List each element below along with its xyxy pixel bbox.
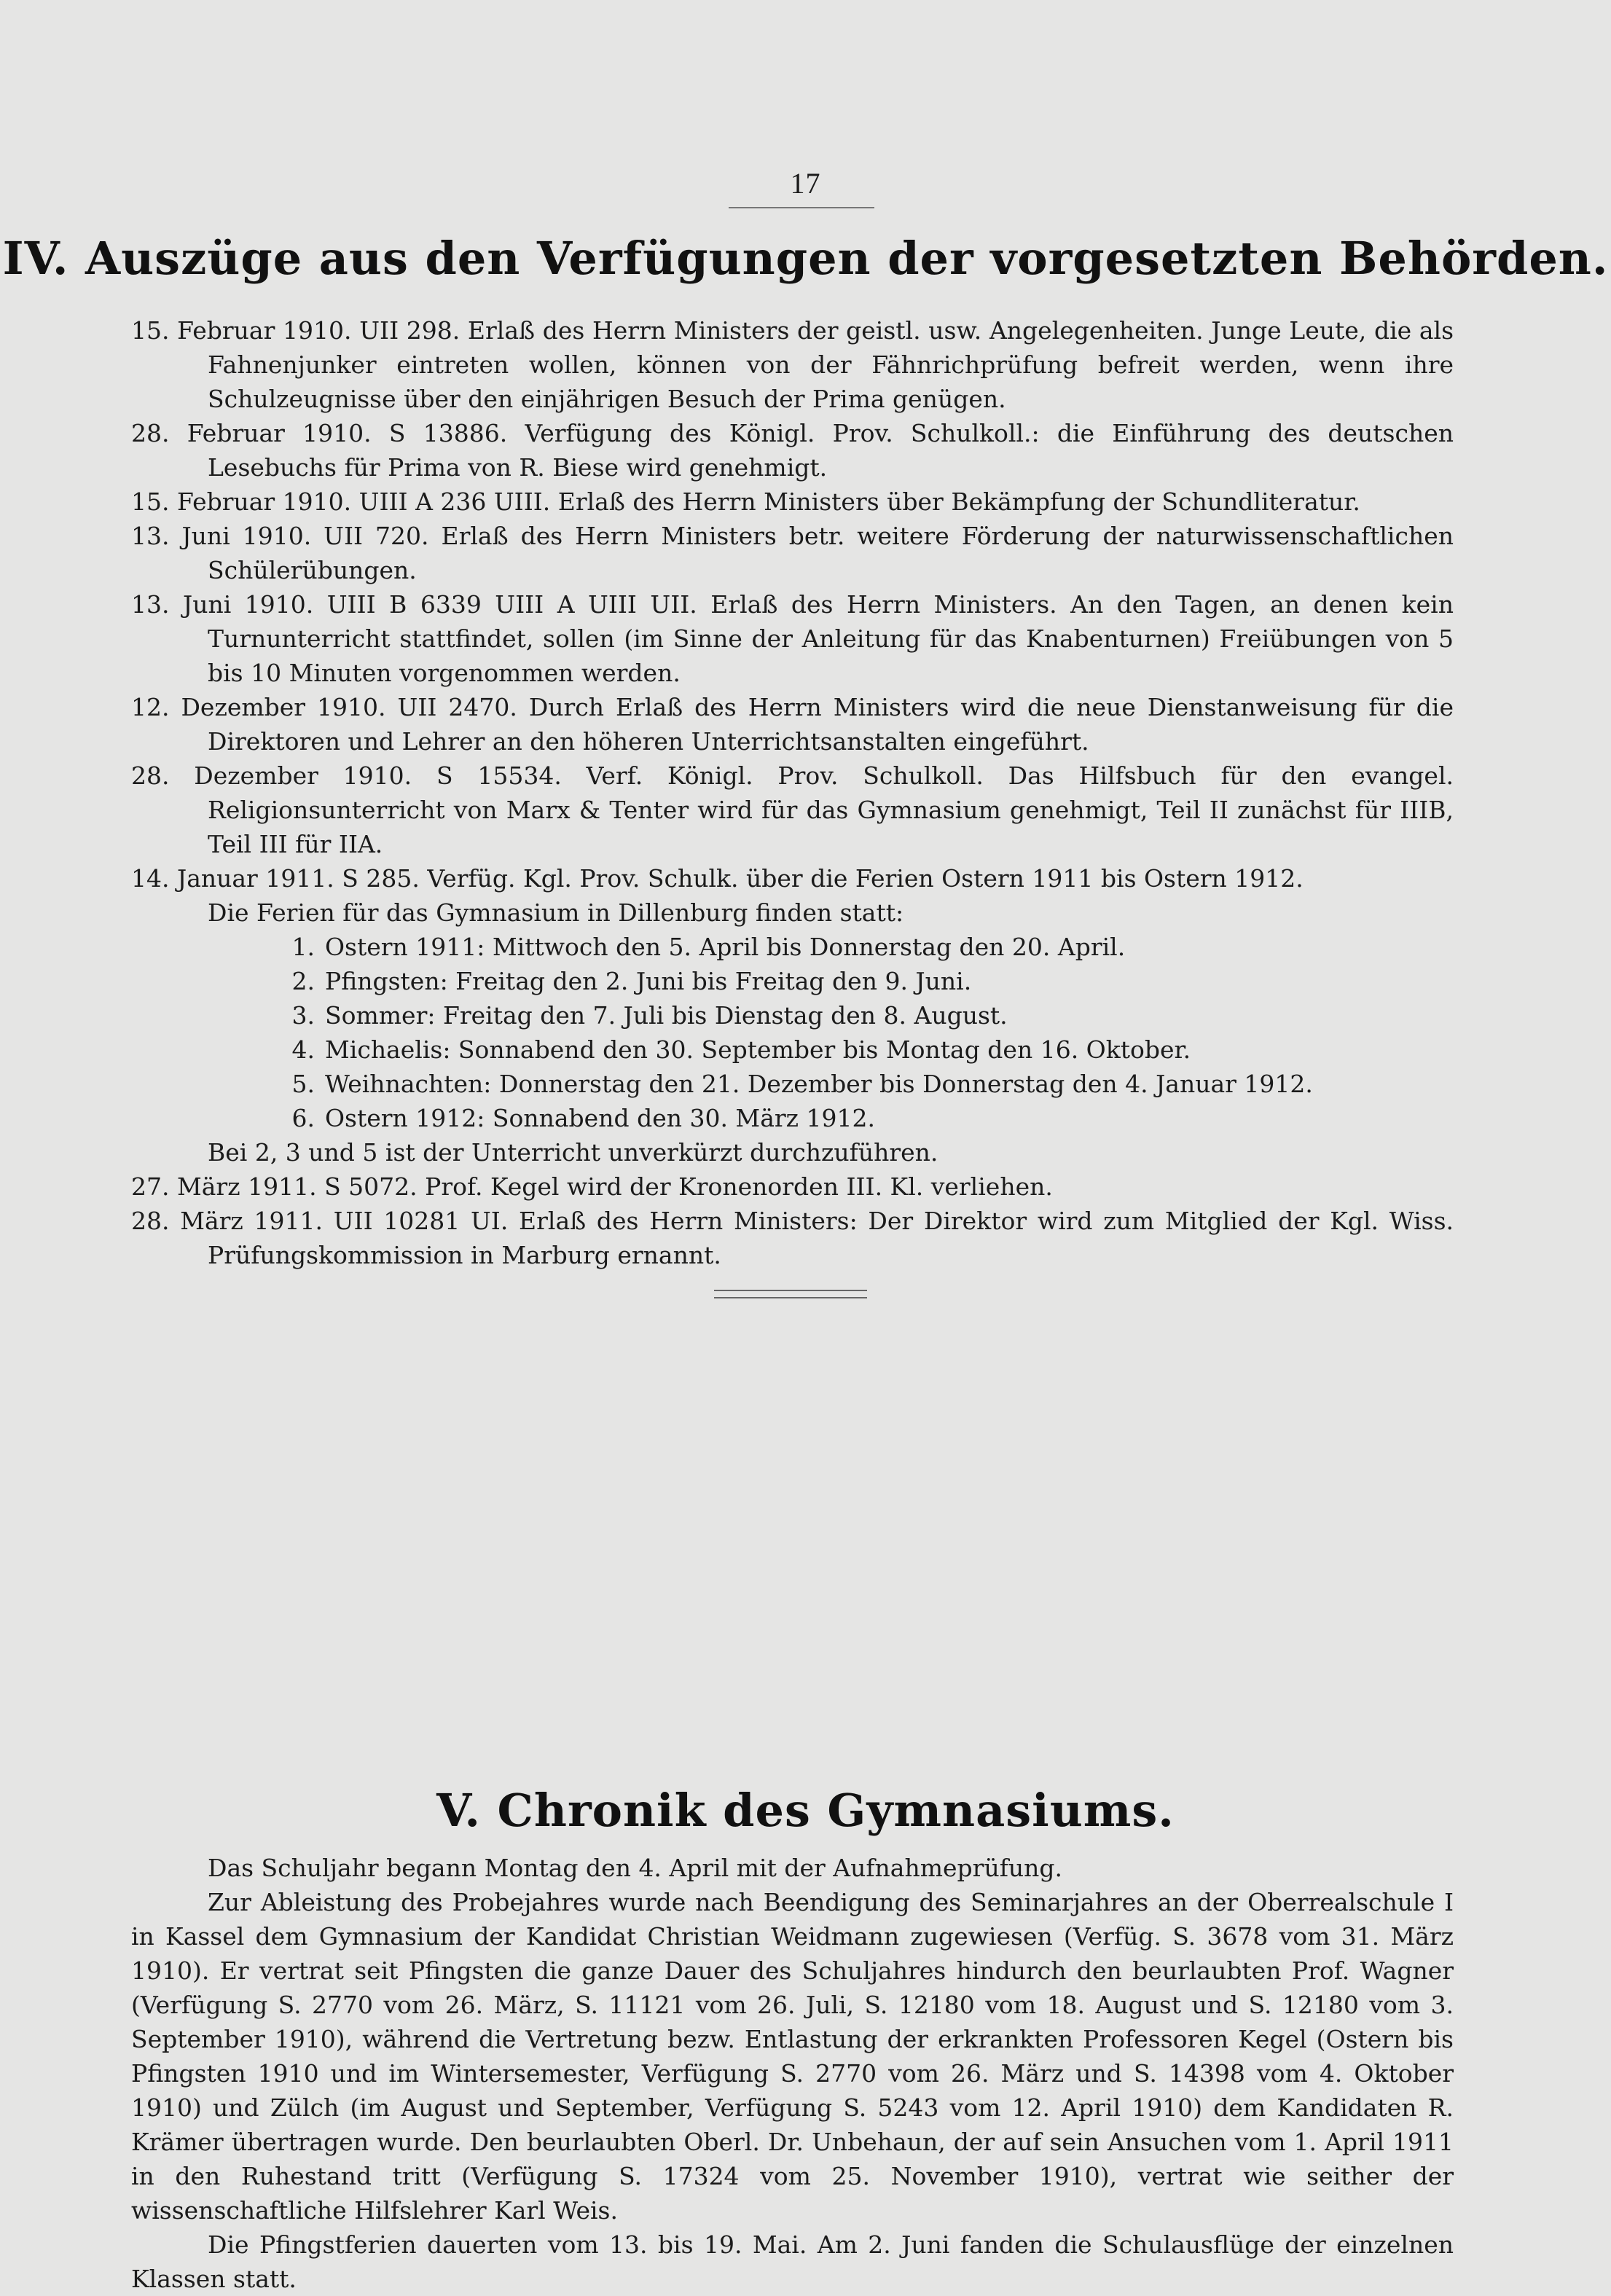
list-item bbox=[277, 1033, 1454, 1067]
decree-entry bbox=[131, 1169, 1454, 1204]
holiday-schedule bbox=[131, 896, 1454, 1169]
holiday-text: Michaelis: Sonnabend den 30. September bis Montag den 16. Oktober. bbox=[325, 1035, 1191, 1064]
decree-entry bbox=[131, 759, 1454, 861]
decree-date: 28. Februar 1910. bbox=[131, 419, 372, 447]
decree-entry bbox=[131, 690, 1454, 759]
decree-date: 28. Dezember 1910. bbox=[131, 761, 412, 790]
decree-entry bbox=[131, 313, 1454, 416]
holiday-intro: Die Ferien für das Gymnasium in Dillenburg finden statt: bbox=[208, 898, 904, 927]
list-item bbox=[277, 930, 1454, 964]
list-item bbox=[277, 964, 1454, 998]
decree-list bbox=[131, 313, 1454, 1272]
holiday-list bbox=[208, 930, 1454, 1135]
decree-entry bbox=[131, 1204, 1454, 1272]
decree-text: S 5072. Prof. Kegel wird der Kronenorden III. Kl. verliehen. bbox=[324, 1172, 1053, 1201]
holiday-text: Sommer: Freitag den 7. Juli bis Dienstag den 8. August. bbox=[325, 1001, 1008, 1030]
decree-text: UII 298. Erlaß des Herrn Ministers der geistl. usw. Angelegenheiten. Junge Leute, die als Fahnenjunker eintreten wollen, können von der Fähnrichprüfung befreit werden, wenn ihre Schulzeugnisse über den einjährigen Besuch der Prima genügen. bbox=[208, 316, 1454, 413]
decree-date: 12. Dezember 1910. bbox=[131, 693, 386, 721]
page-number: 17 bbox=[790, 167, 821, 200]
holiday-number: 6. bbox=[291, 1104, 315, 1132]
holiday-text: Ostern 1912: Sonnabend den 30. März 1912. bbox=[325, 1104, 876, 1132]
section-v-title: V. Chronik des Gymnasiums. bbox=[436, 1784, 1175, 1837]
decree-entry bbox=[131, 587, 1454, 690]
decree-date: 27. März 1911. bbox=[131, 1172, 317, 1201]
decree-text: S 13886. Verfügung des Königl. Prov. Schulkoll.: die Einführung des deutschen Lesebuchs für Prima von R. Biese wird genehmigt. bbox=[208, 419, 1454, 482]
decree-date: 15. Februar 1910. bbox=[131, 487, 352, 516]
chronicle-paragraph: Zur Ableistung des Probejahres wurde nach Beendigung des Seminarjahres an der Oberrealschule I in Kassel dem Gymnasium der Kandidat Christian Weidmann zugewiesen (Verfüg. S. 3678 vom 31. März 1910). Er vertrat seit Pfingsten die ganze Dauer des Schuljahres hindurch den beurlaubten Prof. Wagner (Verfügung S. 2770 vom 26. März, S. 11121 vom 26. Juli, S. 12180 vom 18. August und S. 12180 vom 3. September 1910), während die Vertretung bezw. Entlastung der erkrankten Professoren Kegel (Ostern bis Pfingsten 1910 und im Wintersemester, Verfügung S. 2770 vom 26. März und S. 14398 vom 4. Oktober 1910) und Zülch (im August und September, Verfügung S. 5243 vom 12. April 1910) dem Kandidaten R. Krämer übertragen wurde. Den beurlaubten Oberl. Dr. Unbehaun, der auf sein Ansuchen vom 1. April 1911 in den Ruhestand tritt (Verfügung S. 17324 vom 25. November 1910), vertrat wie seither der wissenschaftliche Hilfslehrer Karl Weis. bbox=[131, 1888, 1454, 2225]
holiday-number: 3. bbox=[291, 1001, 315, 1030]
holiday-number: 5. bbox=[291, 1070, 315, 1098]
decree-text: UIII A 236 UIII. Erlaß des Herrn Ministers über Bekämpfung der Schundliteratur. bbox=[358, 487, 1360, 516]
list-item bbox=[277, 1101, 1454, 1135]
chronicle-paragraph: Die Pfingstferien dauerten vom 13. bis 19. Mai. Am 2. Juni fanden die Schulausflüge der einzelnen Klassen statt. bbox=[131, 2230, 1454, 2293]
decree-entry bbox=[131, 519, 1454, 587]
decree-date: 28. März 1911. bbox=[131, 1207, 323, 1235]
decree-text: S 15534. Verf. Königl. Prov. Schulkoll. Das Hilfsbuch für den evangel. Religionsunterricht von Marx & Tenter wird für das Gymnasium genehmigt, Teil II zunächst für IIIB, Teil III für IIA. bbox=[208, 761, 1454, 858]
chronicle-paragraph: Das Schuljahr begann Montag den 4. April mit der Aufnahmeprüfung. bbox=[208, 1854, 1063, 1882]
decree-entry bbox=[131, 416, 1454, 485]
holiday-number: 1. bbox=[291, 933, 315, 961]
decree-date: 13. Juni 1910. bbox=[131, 522, 312, 550]
decree-text: S 285. Verfüg. Kgl. Prov. Schulk. über die Ferien Ostern 1911 bis Ostern 1912. bbox=[342, 864, 1304, 893]
decree-entry bbox=[131, 861, 1454, 896]
decree-text: UII 720. Erlaß des Herrn Ministers betr. weitere Förderung der naturwissenschaftlichen Schülerübungen. bbox=[208, 522, 1454, 584]
section-iv-title: IV. Auszüge aus den Verfügungen der vorgesetzten Behörden. bbox=[2, 232, 1609, 285]
list-item bbox=[277, 1067, 1454, 1101]
decree-date: 15. Februar 1910. bbox=[131, 316, 352, 345]
page-number-rule bbox=[729, 207, 874, 208]
decree-entry bbox=[131, 485, 1454, 519]
decree-date: 13. Juni 1910. bbox=[131, 590, 314, 619]
section-divider bbox=[714, 1290, 867, 1291]
chronicle-body bbox=[131, 1851, 1454, 2296]
section-divider bbox=[714, 1297, 867, 1298]
decree-text: UII 2470. Durch Erlaß des Herrn Ministers wird die neue Dienstanweisung für die Direktoren und Lehrer an den höheren Unterrichtsanstalten eingeführt. bbox=[208, 693, 1454, 756]
decree-text: UIII B 6339 UIII A UIII UII. Erlaß des Herrn Ministers. An den Tagen, an denen kein Turnunterricht stattfindet, sollen (im Sinne der Anleitung für das Knabenturnen) Freiübungen von 5 bis 10 Minuten vorgenommen werden. bbox=[208, 590, 1454, 687]
holiday-number: 4. bbox=[291, 1035, 315, 1064]
holiday-text: Ostern 1911: Mittwoch den 5. April bis Donnerstag den 20. April. bbox=[325, 933, 1126, 961]
holiday-text: Weihnachten: Donnerstag den 21. Dezember bis Donnerstag den 4. Januar 1912. bbox=[325, 1070, 1313, 1098]
holiday-text: Pfingsten: Freitag den 2. Juni bis Freitag den 9. Juni. bbox=[325, 967, 972, 995]
decree-text: UII 10281 UI. Erlaß des Herrn Ministers: Der Direktor wird zum Mitglied der Kgl. Wiss. Prüfungskommission in Marburg ernannt. bbox=[208, 1207, 1454, 1269]
list-item bbox=[277, 998, 1454, 1033]
decree-date: 14. Januar 1911. bbox=[131, 864, 334, 893]
holiday-number: 2. bbox=[291, 967, 315, 995]
holiday-note: Bei 2, 3 und 5 ist der Unterricht unverkürzt durchzuführen. bbox=[208, 1138, 938, 1167]
